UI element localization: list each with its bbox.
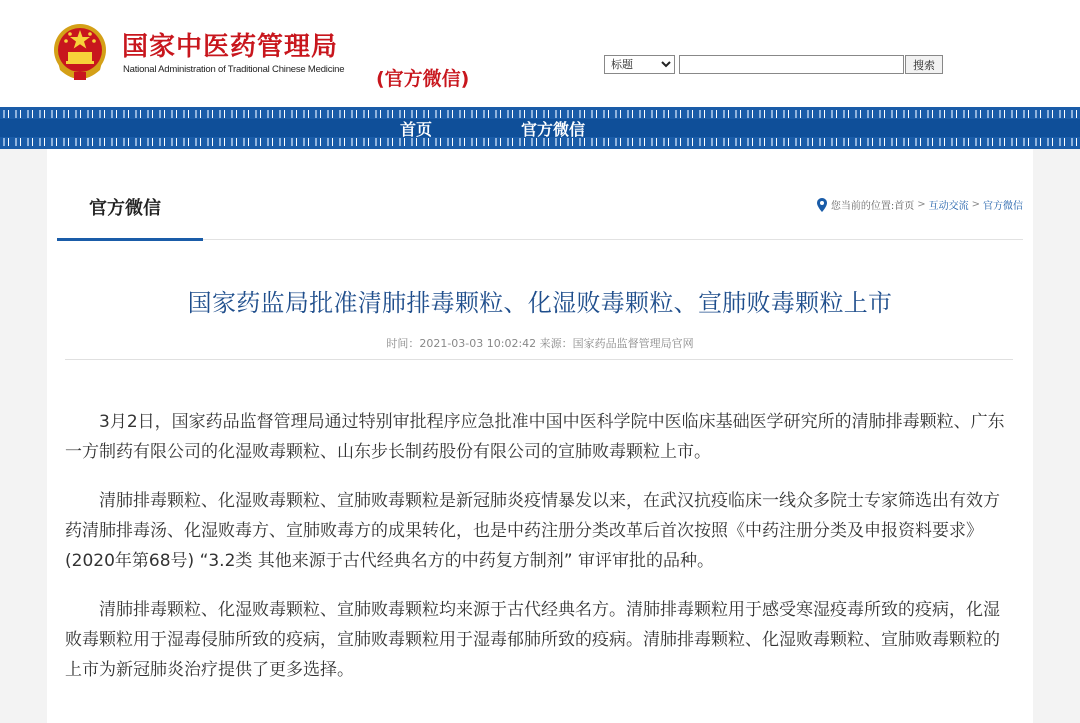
breadcrumb-interaction[interactable]: 互动交流 <box>928 201 969 212</box>
breadcrumb-separator: > <box>971 199 980 210</box>
section-title-underline <box>57 238 203 241</box>
search-button[interactable]: 搜索 <box>905 55 943 74</box>
nav-item-home[interactable]: 首页 <box>400 120 433 139</box>
search-field-select[interactable] <box>604 55 675 74</box>
article-paragraph: 清肺排毒颗粒、化湿败毒颗粒、宣肺败毒颗粒是新冠肺炎疫情暴发以来，在武汉抗疫临床一线众多院士专家筛选出有效方药清肺排毒汤、化湿败毒方、宣肺败毒方的成果转化，也是中药注册分类改革后首次按照《中药注册分类及申报资料要求》(2020年第68号) “3.2类 其他来源于古代经典名方的中药复方制剂” 审评审批的品种。 <box>65 491 1000 571</box>
breadcrumb <box>817 197 1023 212</box>
site-logo-title[interactable]: 国家中医药管理局 <box>122 32 339 62</box>
article-meta-divider <box>65 359 1013 360</box>
section-title: 官方微信 <box>89 198 161 219</box>
article-body <box>65 407 1013 704</box>
site-logo-official-wechat: (官方微信) <box>376 68 470 90</box>
nav-item-official-wechat[interactable]: 官方微信 <box>521 120 586 139</box>
article-meta: 时间：2021-03-03 10:02:42 来源：国家药品监督管理局官网 <box>386 337 694 350</box>
breadcrumb-home[interactable]: 首页 <box>894 201 915 212</box>
location-pin-icon <box>817 198 827 212</box>
article-paragraph: 3月2日，国家药品监督管理局通过特别审批程序应急批准中国中医科学院中医临床基础医学研究所的清肺排毒颗粒、广东一方制药有限公司的化湿败毒颗粒、山东步长制药股份有限公司的宣肺败毒颗粒上市。 <box>65 412 1005 462</box>
article-title: 国家药监局批准清肺排毒颗粒、化湿败毒颗粒、宣肺败毒颗粒上市 <box>187 289 893 317</box>
site-header <box>0 0 1080 107</box>
breadcrumb-prefix: 您当前的位置: <box>830 201 895 212</box>
main-nav <box>0 107 1080 149</box>
content-card <box>47 149 1033 723</box>
breadcrumb-official-wechat[interactable]: 官方微信 <box>983 201 1023 212</box>
national-emblem-icon[interactable] <box>52 22 108 82</box>
breadcrumb-separator: > <box>917 199 926 210</box>
site-logo-subtitle-en: National Administration of Traditional Chinese Medicine <box>123 64 345 75</box>
search-input[interactable] <box>679 55 904 74</box>
article-paragraph: 清肺排毒颗粒、化湿败毒颗粒、宣肺败毒颗粒均来源于古代经典名方。清肺排毒颗粒用于感受寒湿疫毒所致的疫病，化湿败毒颗粒用于湿毒侵肺所致的疫病，宣肺败毒颗粒用于湿毒郁肺所致的疫病。清肺排毒颗粒、化湿败毒颗粒、宣肺败毒颗粒的上市为新冠肺炎治疗提供了更多选择。 <box>65 600 1000 680</box>
